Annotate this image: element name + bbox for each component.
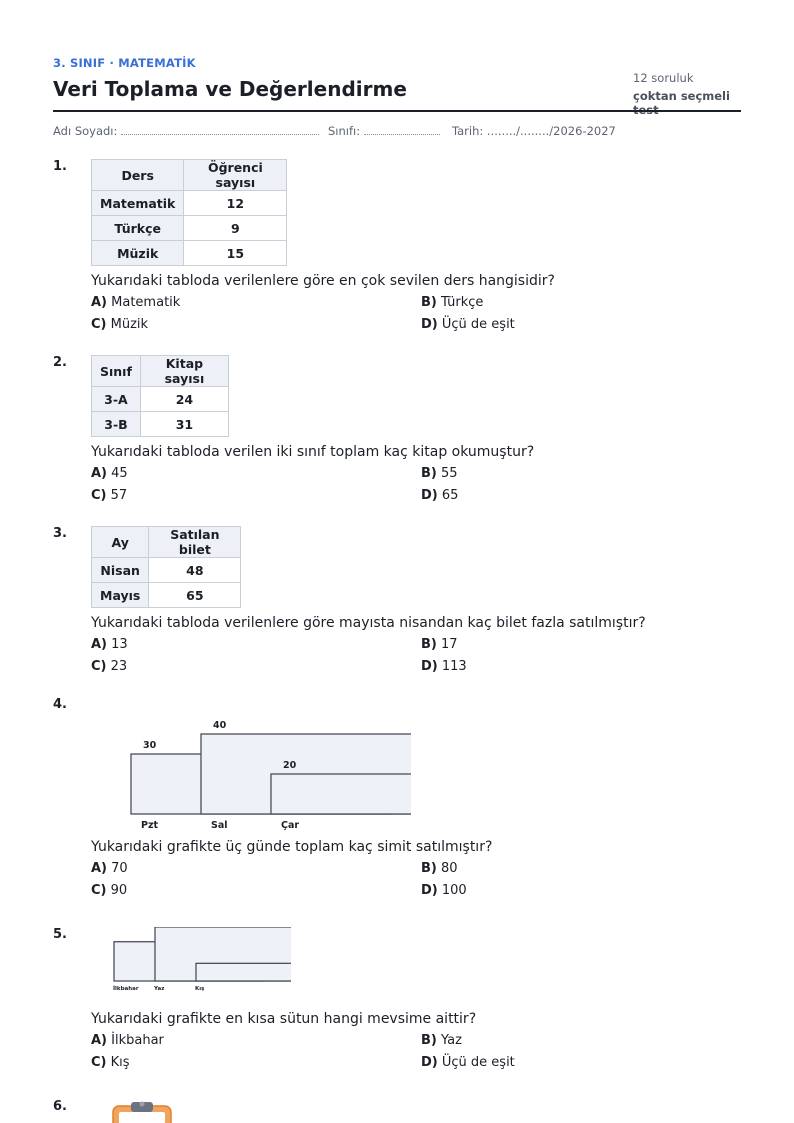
question-count: 12 soruluk <box>633 71 694 85</box>
chart-category-label: Çar <box>281 820 300 831</box>
table-cell: 48 <box>149 558 241 583</box>
chart-category-label: Sal <box>211 820 228 831</box>
table-cell: 15 <box>184 241 287 266</box>
option-b[interactable]: B) 80 <box>421 861 458 876</box>
options <box>91 635 741 679</box>
table-header: Satılan bilet <box>149 527 241 558</box>
chart-category-label: Kış <box>195 986 205 992</box>
table-cell: 31 <box>140 412 228 437</box>
chart-data-label: 20 <box>283 760 297 771</box>
question-body <box>91 927 741 1075</box>
question-stem: Yukarıdaki tabloda verilenlere göre en çok sevilen ders hangisidir? <box>91 273 555 289</box>
question-body <box>91 159 741 337</box>
data-table <box>91 159 287 266</box>
date-field[interactable] <box>452 124 616 138</box>
table-cell: 3-A <box>92 387 141 412</box>
question-number: 5. <box>53 927 67 942</box>
option-a[interactable]: A) 13 <box>91 637 128 652</box>
subject-label: 3. SINIF · MATEMATİK <box>53 56 196 70</box>
test-type: çoktan seçmeli <box>633 89 730 103</box>
option-c[interactable]: C) Kış <box>91 1055 130 1070</box>
table-header: Öğrenci sayısı <box>184 160 287 191</box>
options <box>91 859 741 903</box>
question-body <box>91 526 741 679</box>
name-field[interactable] <box>53 124 319 138</box>
option-a[interactable]: A) İlkbahar <box>91 1033 164 1048</box>
question-stem: Yukarıdaki grafikte en kısa sütun hangi mevsime aittir? <box>91 1011 477 1027</box>
options <box>91 1031 741 1075</box>
options <box>91 464 741 508</box>
option-a[interactable]: A) Matematik <box>91 295 181 310</box>
question-number: 6. <box>53 1099 67 1114</box>
question-body <box>91 697 741 903</box>
class-field[interactable] <box>328 124 440 138</box>
header-rule <box>53 110 741 112</box>
chart-bar <box>196 963 291 981</box>
name-label: Adı Soyadı: <box>53 124 118 138</box>
data-table <box>91 355 229 437</box>
clipboard-icon <box>111 1100 175 1123</box>
option-d[interactable]: D) 100 <box>421 883 467 898</box>
question-number: 2. <box>53 355 67 370</box>
date-label: Tarih: ......../......../2026-2027 <box>452 124 616 138</box>
option-d[interactable]: D) Üçü de eşit <box>421 1055 515 1070</box>
name-dots <box>121 125 319 135</box>
option-b[interactable]: B) Türkçe <box>421 295 484 310</box>
question-number: 3. <box>53 526 67 541</box>
option-c[interactable]: C) 57 <box>91 488 128 503</box>
option-c[interactable]: C) 90 <box>91 883 128 898</box>
option-a[interactable]: A) 45 <box>91 466 128 481</box>
chart-bar <box>271 774 411 814</box>
table-cell: Mayıs <box>92 583 149 608</box>
bar-chart-seasons <box>91 927 291 1007</box>
table-cell: 3-B <box>92 412 141 437</box>
option-a[interactable]: A) 70 <box>91 861 128 876</box>
bar-chart-simit <box>91 697 411 835</box>
class-dots <box>364 125 440 135</box>
chart-category-label: Yaz <box>154 986 165 992</box>
page-title: Veri Toplama ve Değerlendirme <box>53 77 407 101</box>
table-cell: Türkçe <box>92 216 184 241</box>
table-header: Sınıf <box>92 356 141 387</box>
question-stem: Yukarıdaki tabloda verilenlere göre mayısta nisandan kaç bilet fazla satılmıştır? <box>91 615 646 631</box>
option-c[interactable]: C) Müzik <box>91 317 149 332</box>
question-stem: Yukarıdaki tabloda verilen iki sınıf toplam kaç kitap okumuştur? <box>91 444 535 460</box>
option-b[interactable]: B) 17 <box>421 637 458 652</box>
chart-category-label: Pzt <box>141 820 159 831</box>
chart-data-label: 40 <box>213 720 227 731</box>
table-header: Ay <box>92 527 149 558</box>
question-body <box>91 355 741 508</box>
table-cell: Matematik <box>92 191 184 216</box>
options <box>91 293 741 337</box>
option-d[interactable]: D) 113 <box>421 659 467 674</box>
table-cell: 12 <box>184 191 287 216</box>
question-number: 1. <box>53 159 67 174</box>
option-d[interactable]: D) 65 <box>421 488 459 503</box>
table-cell: 24 <box>140 387 228 412</box>
table-cell: Müzik <box>92 241 184 266</box>
data-table <box>91 526 241 608</box>
chart-data-label: 30 <box>143 740 157 751</box>
table-cell: 65 <box>149 583 241 608</box>
table-header: Kitap sayısı <box>140 356 228 387</box>
question-number: 4. <box>53 697 67 712</box>
table-header: Ders <box>92 160 184 191</box>
table-cell: Nisan <box>92 558 149 583</box>
table-cell: 9 <box>184 216 287 241</box>
option-b[interactable]: B) Yaz <box>421 1033 462 1048</box>
option-c[interactable]: C) 23 <box>91 659 128 674</box>
option-d[interactable]: D) Üçü de eşit <box>421 317 515 332</box>
option-b[interactable]: B) 55 <box>421 466 458 481</box>
chart-category-label: İlkbahar <box>113 986 139 992</box>
question-stem: Yukarıdaki grafikte üç günde toplam kaç simit satılmıştır? <box>91 839 493 855</box>
class-label: Sınıfı: <box>328 124 361 138</box>
